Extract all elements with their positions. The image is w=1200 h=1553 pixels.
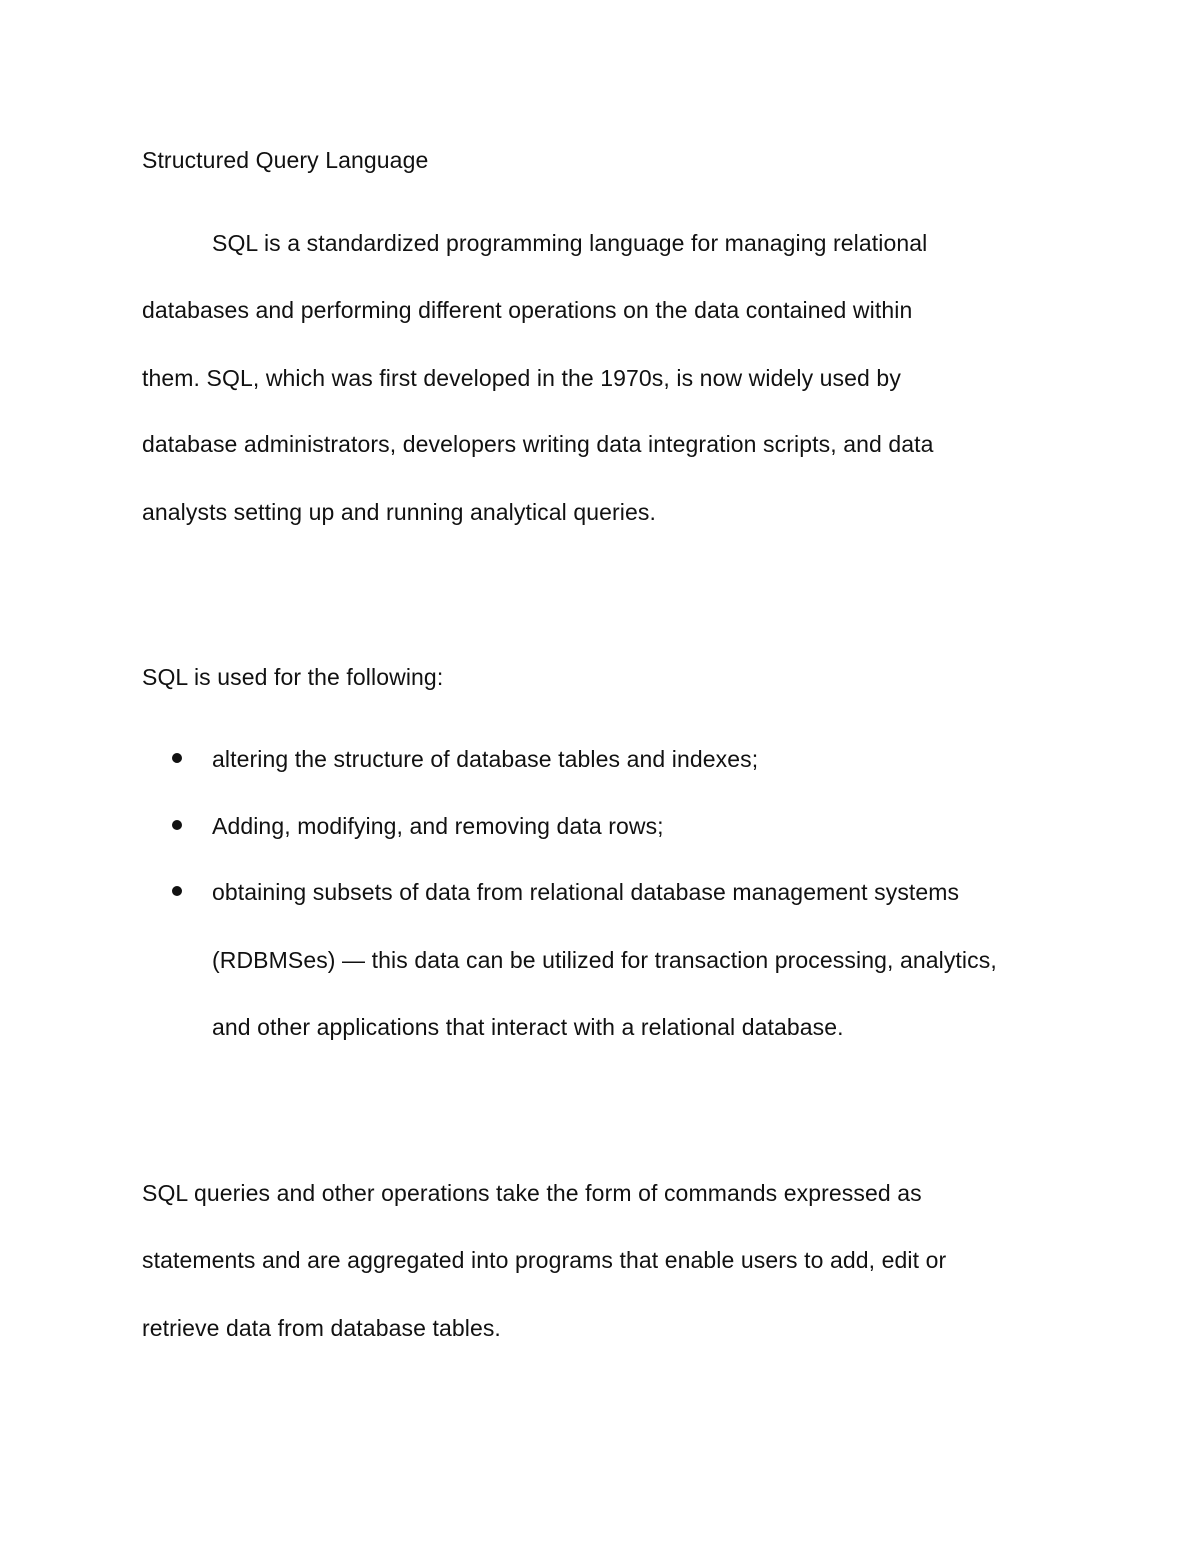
paragraph1-line-4: database administrators, developers writing data integration scripts, and data	[142, 431, 934, 457]
paragraph1-line-1: SQL is a standardized programming language for managing relational	[212, 230, 928, 256]
paragraph1-line-3: them. SQL, which was first developed in the 1970s, is now widely used by	[142, 365, 901, 391]
paragraph2-line-1: SQL queries and other operations take the form of commands expressed as	[142, 1180, 922, 1206]
list-item-2: Adding, modifying, and removing data rows;	[212, 813, 664, 839]
list-item-3-line-1: obtaining subsets of data from relational database management systems	[212, 879, 960, 905]
paragraph2-line-3: retrieve data from database tables.	[142, 1315, 501, 1341]
paragraph1-line-2: databases and performing different operations on the data contained within	[142, 297, 913, 323]
document-title: Structured Query Language	[142, 147, 429, 173]
paragraph1-line-5: analysts setting up and running analytical queries.	[142, 499, 656, 525]
paragraph2-line-2: statements and are aggregated into programs that enable users to add, edit or	[142, 1247, 947, 1273]
list-intro: SQL is used for the following:	[142, 664, 444, 690]
list-item-1: altering the structure of database tables and indexes;	[212, 746, 759, 772]
bullet-icon	[172, 886, 182, 896]
bullet-icon	[172, 820, 182, 830]
list-item-3-line-3: and other applications that interact with a relational database.	[212, 1014, 844, 1040]
bullet-icon	[172, 753, 182, 763]
list-item-3-line-2: (RDBMSes) — this data can be utilized for transaction processing, analytics,	[212, 947, 997, 973]
